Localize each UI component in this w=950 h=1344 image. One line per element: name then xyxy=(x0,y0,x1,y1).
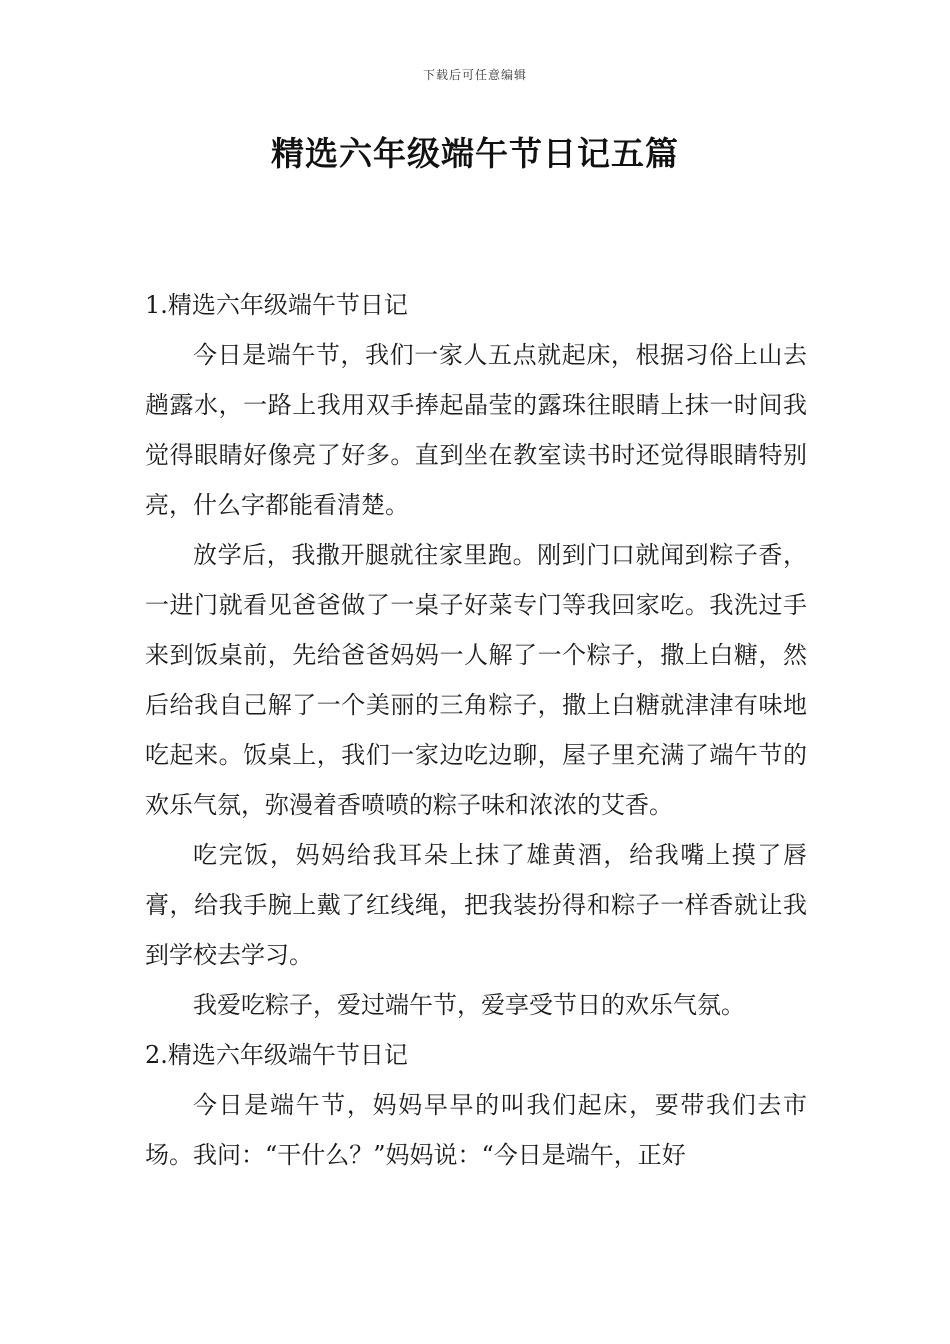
section-heading: 2.精选六年级端午节日记 xyxy=(145,1041,408,1069)
paragraph: 吃完饭，妈妈给我耳朵上抹了雄黄酒，给我嘴上摸了唇膏，给我手腕上戴了红线绳，把我装扮得和粽子一样香就让我到学校去学习。 xyxy=(145,841,807,969)
diary-section-1 xyxy=(145,280,807,1030)
page-title: 精选六年级端午节日记五篇 xyxy=(271,134,679,173)
paragraph: 今日是端午节，妈妈早早的叫我们起床，要带我们去市场。我问：“干什么？”妈妈说：“今日是端午，正好 xyxy=(145,1091,807,1169)
section-heading: 1.精选六年级端午节日记 xyxy=(145,291,408,319)
paragraph: 我爱吃粽子，爱过端午节，爱享受节日的欢乐气氛。 xyxy=(193,991,745,1019)
paragraph: 今日是端午节，我们一家人五点就起床，根据习俗上山去趟露水，一路上我用双手捧起晶莹的露珠往眼睛上抹一时间我觉得眼睛好像亮了好多。直到坐在教室读书时还觉得眼睛特别亮，什么字都能看清楚。 xyxy=(145,341,807,519)
diary-section-2 xyxy=(145,1030,807,1180)
paragraph: 放学后，我撒开腿就往家里跑。刚到门口就闻到粽子香，一进门就看见爸爸做了一桌子好菜专门等我回家吃。我洗过手来到饭桌前，先给爸爸妈妈一人解了一个粽子，撒上白糖，然后给我自己解了一个美丽的三角粽子，撒上白糖就津津有味地吃起来。饭桌上，我们一家边吃边聊，屋子里充满了端午节的欢乐气氛，弥漫着香喷喷的粽子味和浓浓的艾香。 xyxy=(145,541,807,819)
document-body xyxy=(145,280,807,1180)
header-note: 下载后可任意编辑 xyxy=(422,68,527,82)
